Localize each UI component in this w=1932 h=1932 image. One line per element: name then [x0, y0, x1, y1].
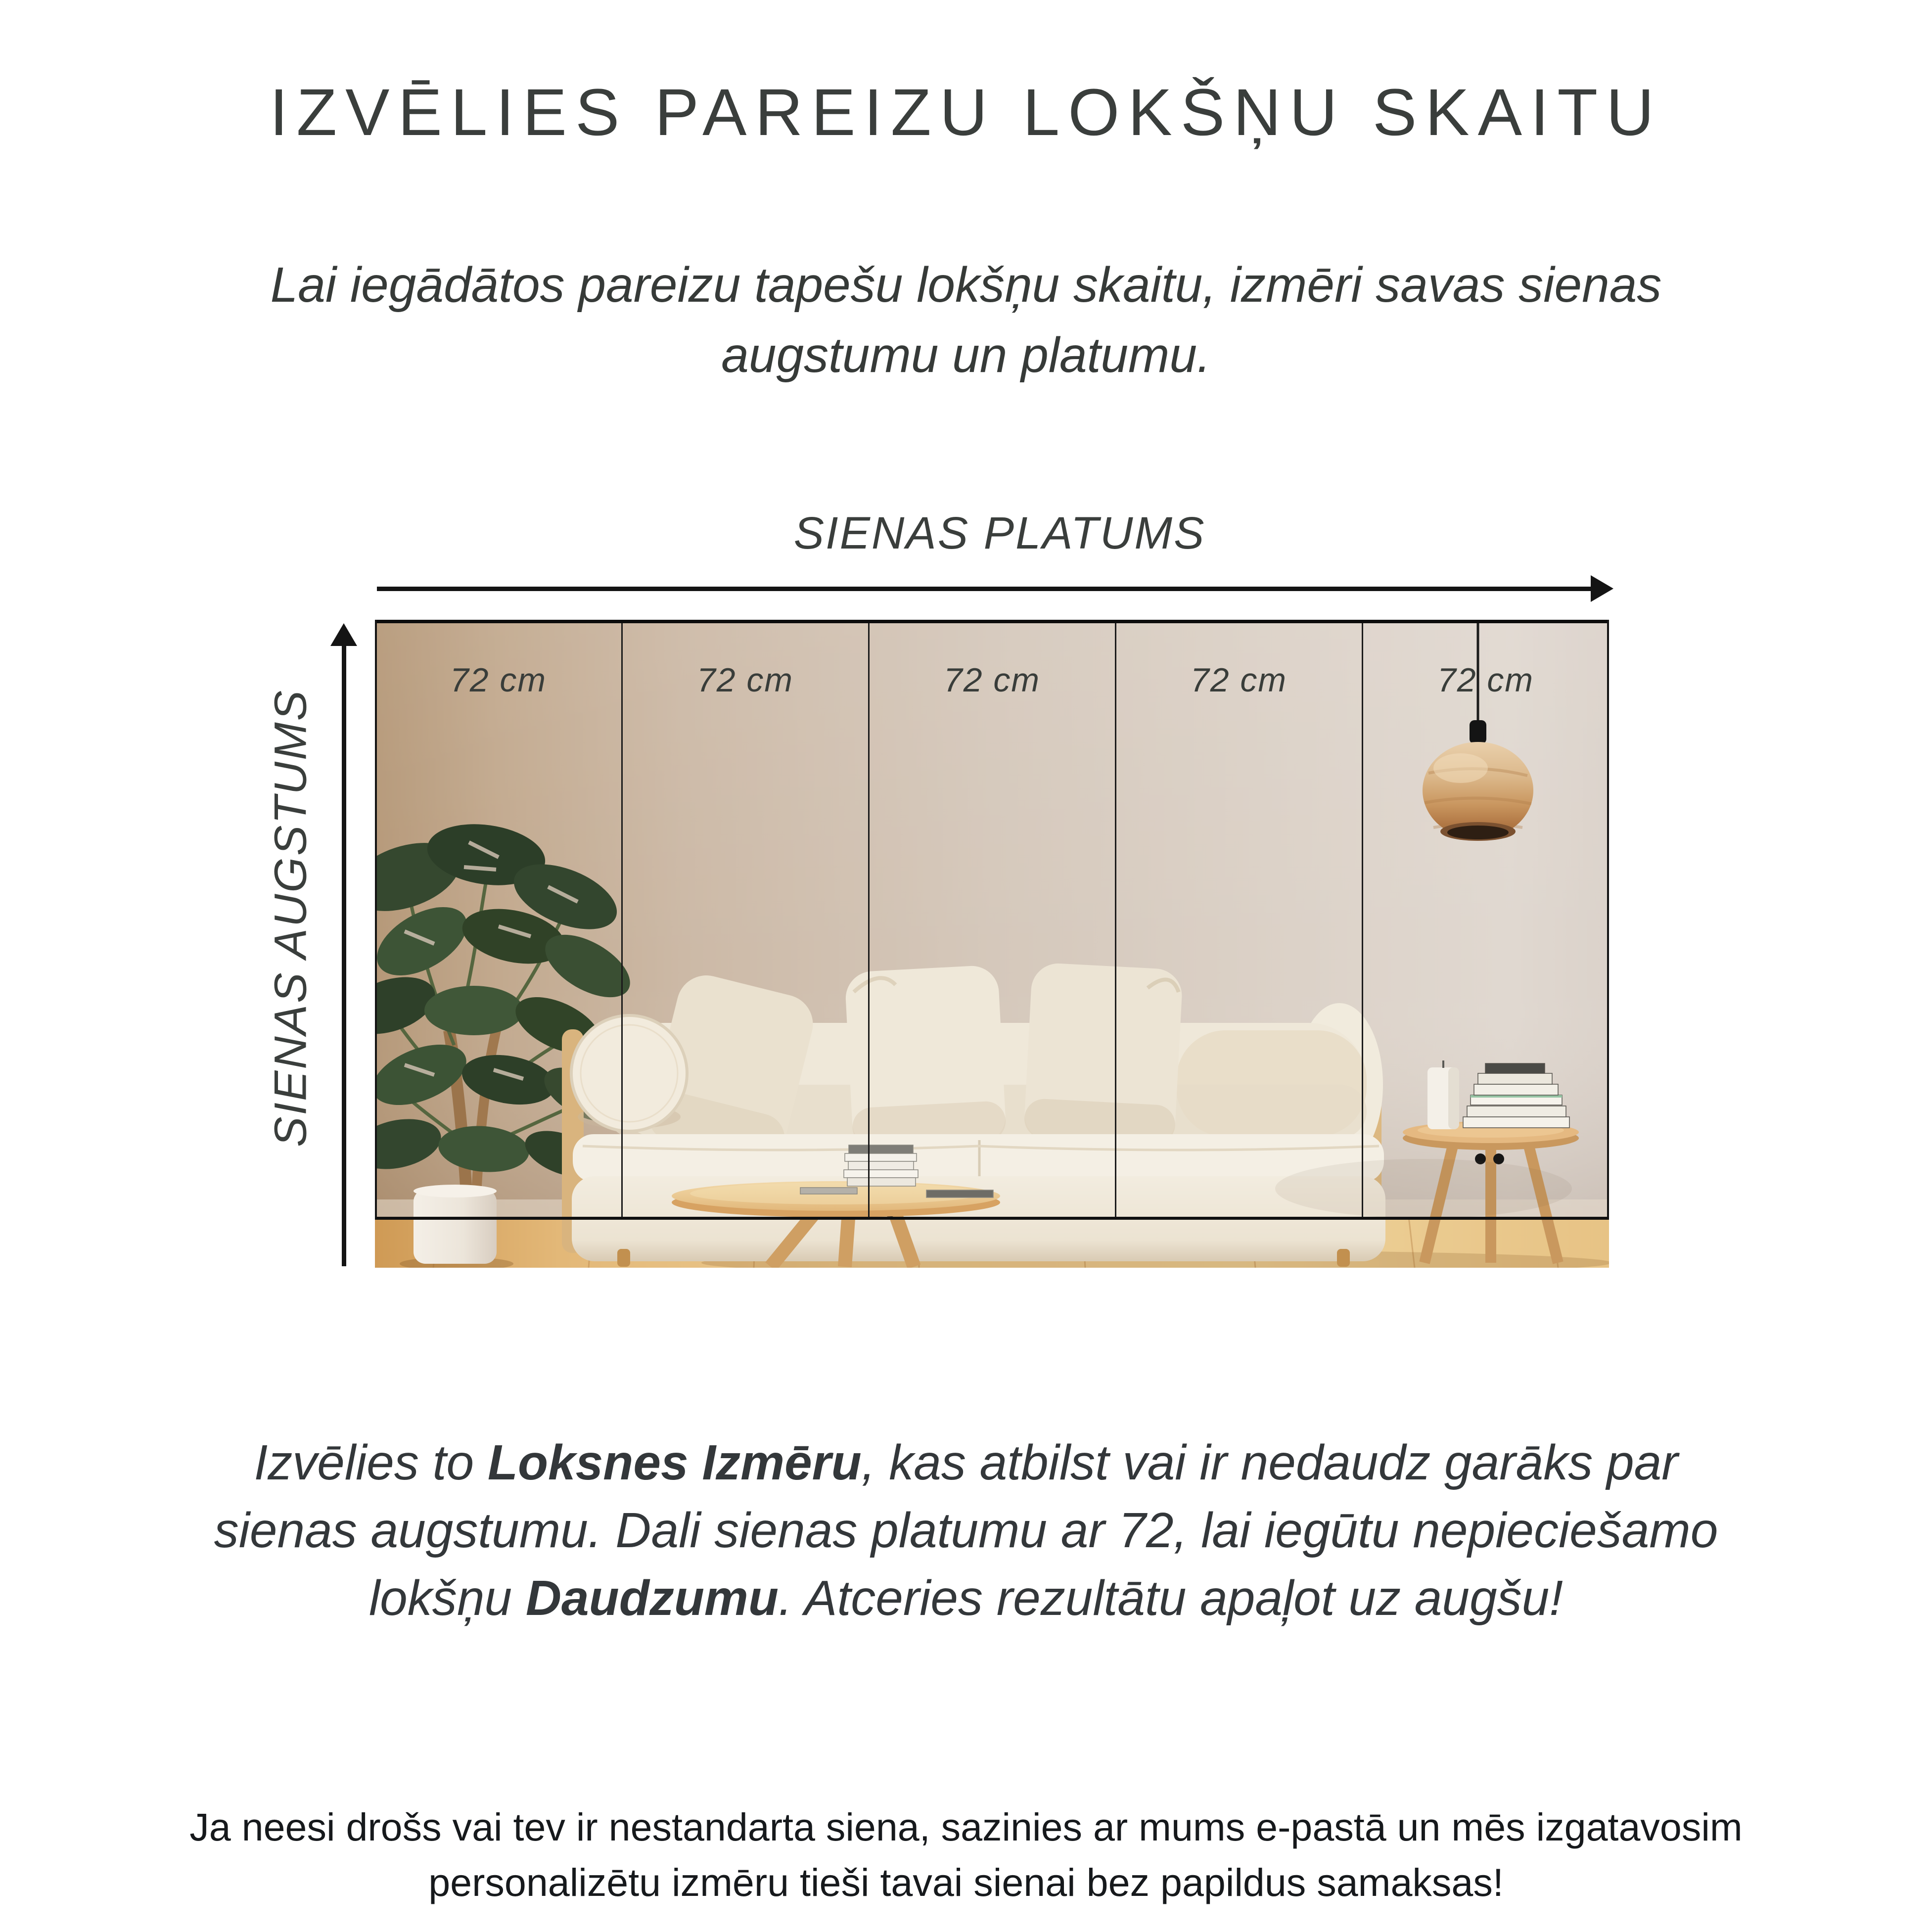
grid-divider-3 [1115, 623, 1116, 1217]
instructions-paragraph [0, 1429, 1932, 1632]
instructions-line-1-pre: Izvēlies to [254, 1435, 488, 1490]
wall-height-label: SIENAS AUGSTUMS [265, 689, 316, 1147]
wall-shadow [1275, 1159, 1572, 1218]
page-title: IZVĒLIES PAREIZU LOKŠŅU SKAITU [270, 76, 1662, 149]
height-arrow-icon [330, 623, 357, 1267]
height-arrow-head-icon [330, 623, 357, 646]
footer-note [0, 1799, 1932, 1910]
pot-rim [414, 1185, 497, 1197]
instructions-line-3 [0, 1564, 1932, 1632]
height-arrow-line [342, 644, 346, 1266]
grid-divider-1 [621, 623, 623, 1217]
lamp-socket [1470, 720, 1486, 744]
plant-pot [414, 1190, 497, 1264]
standing-pillow-right [1023, 962, 1183, 1148]
instructions-line-1 [0, 1429, 1932, 1497]
sheet-width-label-2: 72 cm [696, 661, 794, 699]
grid-left-border [375, 620, 377, 1220]
instructions-line-2: sienas augstumu. Dali sienas platumu ar 72, lai iegūtu nepieciešamo [214, 1503, 1718, 1558]
candle-shade [1448, 1067, 1459, 1129]
instructions-line-1-post: , kas atbilst vai ir nedaudz garāks par [861, 1435, 1678, 1490]
width-arrow-line [377, 587, 1593, 591]
instructions-line-3-pre: lokšņu [368, 1570, 526, 1626]
subtitle-line-1: Lai iegādātos pareizu tapešu lokšņu skaitu, izmēri savas sienas [270, 257, 1662, 313]
grid-top-border [375, 620, 1609, 623]
sheet-width-label-1: 72 cm [450, 661, 547, 699]
subtitle [0, 250, 1932, 390]
quantity-term: Daudzumu [525, 1570, 779, 1626]
footer-line-1: Ja neesi drošs vai tev ir nestandarta siena, sazinies ar mums e-pastā un mēs izgatavosim [189, 1805, 1743, 1849]
sofa-leg [617, 1249, 630, 1267]
lamp-highlight [1433, 753, 1488, 783]
sheet-width-label-3: 72 cm [943, 661, 1041, 699]
sheet-width-label-5: 72 cm [1437, 661, 1534, 699]
sofa-leg [1337, 1249, 1350, 1267]
room-scene [375, 620, 1609, 1268]
grid-divider-4 [1362, 623, 1363, 1217]
grid-right-border [1607, 620, 1609, 1220]
grid-bottom-border [375, 1217, 1609, 1220]
width-arrow-icon [377, 575, 1613, 602]
sheet-size-term: Loksnes Izmēru [487, 1435, 862, 1490]
wall-width-label: SIENAS PLATUMS [793, 508, 1206, 558]
width-arrow-head-icon [1591, 575, 1613, 602]
subtitle-line-2: augstumu un platumu. [721, 327, 1211, 383]
instructions-line-3-post: . Atceries rezultātu apaļot uz augšu! [778, 1570, 1564, 1626]
footer-line-2: personalizētu izmēru tieši tavai sienai bez papildus samaksas! [428, 1860, 1504, 1904]
room-photo [375, 620, 1609, 1268]
sheet-width-label-4: 72 cm [1190, 661, 1288, 699]
lamp-opening [1447, 826, 1509, 839]
grid-divider-2 [868, 623, 870, 1217]
